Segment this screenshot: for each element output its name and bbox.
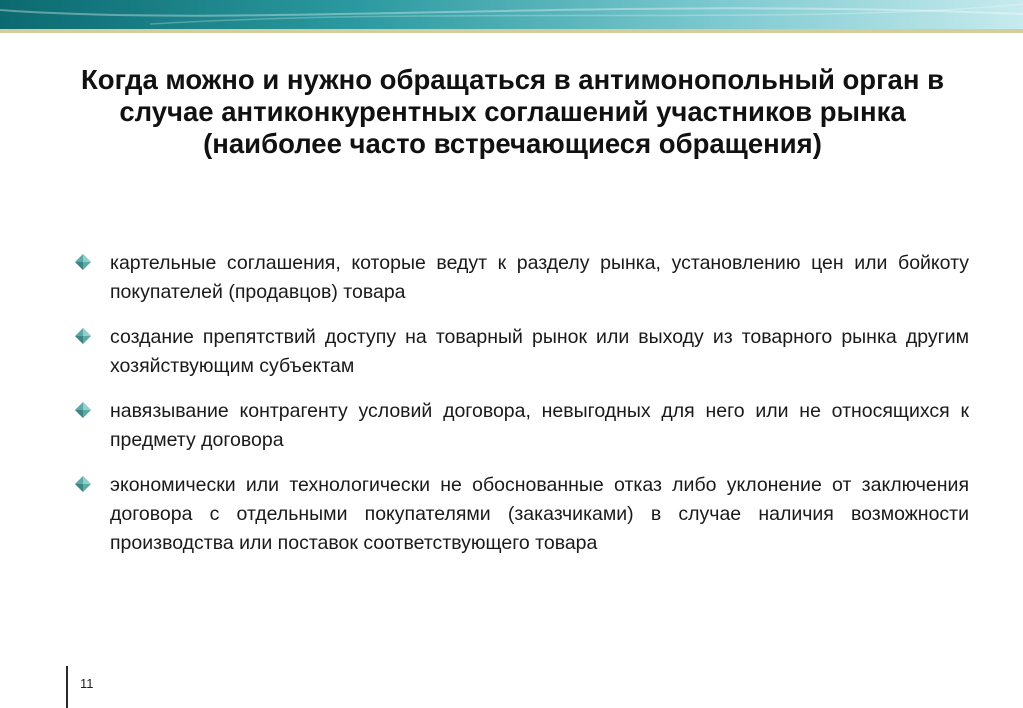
bullet-item [74,323,969,381]
bullet-item [74,471,969,558]
bullet-list [74,249,969,574]
bullet-text: картельные соглашения, которые ведут к разделу рынка, установлению цен или бойкоту покупателей (продавцов) товара [110,252,969,303]
banner-graphic [0,0,1023,36]
diamond-bullet-icon [75,328,91,344]
diamond-bullet-icon [75,402,91,418]
bullet-item [74,249,969,307]
page-number: 11 [80,676,94,691]
slide-title: Когда можно и нужно обращаться в антимонопольный орган в случае антиконкурентных соглашений участников рынка (наиболее часто встречающиеся обращения) [81,64,944,159]
diamond-bullet-icon [75,254,91,270]
bullet-text: экономически или технологически не обоснованные отказ либо уклонение от заключения договора с отдельными покупателями (заказчиками) в случае наличия возможности производства или поставок соответствующего товара [110,474,969,554]
bullet-item [74,397,969,455]
bullet-text: создание препятствий доступу на товарный рынок или выходу из товарного рынка другим хозяйствующим субъектам [110,326,969,377]
footer-divider [66,666,68,708]
diamond-bullet-icon [75,476,91,492]
bullet-text: навязывание контрагенту условий договора, невыгодных для него или не относящихся к предмету договора [110,400,969,451]
top-banner [0,0,1023,36]
